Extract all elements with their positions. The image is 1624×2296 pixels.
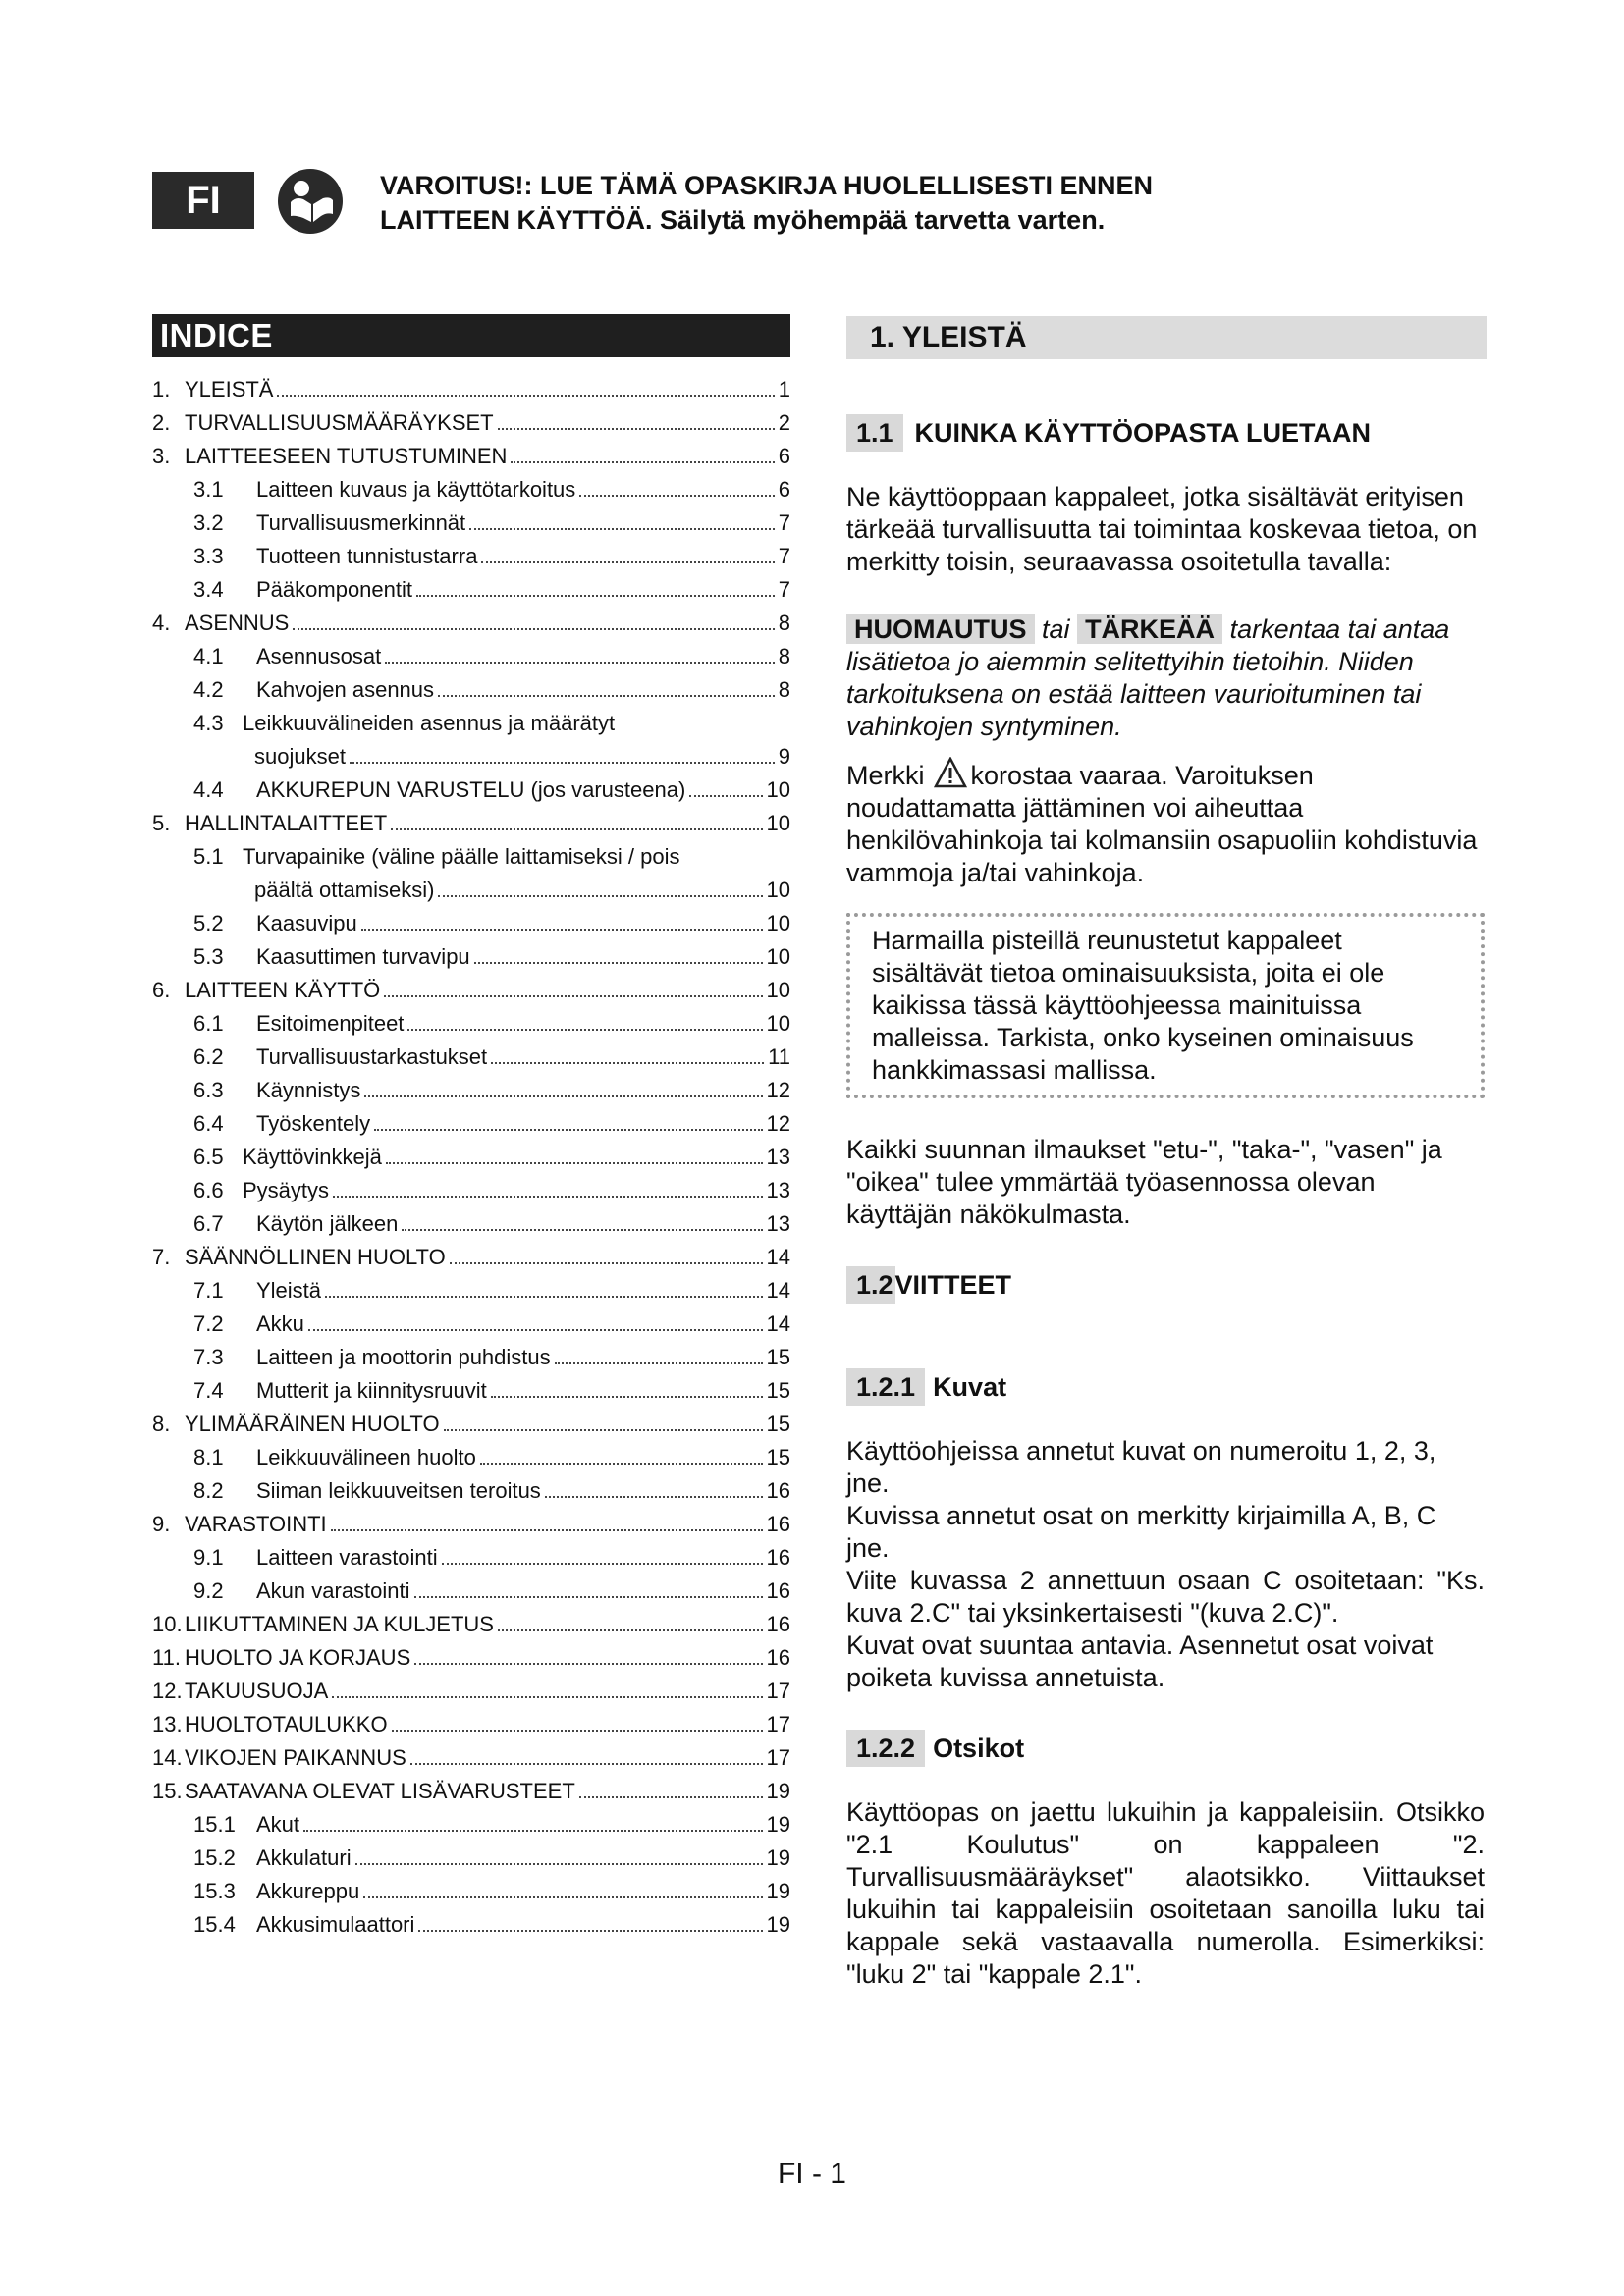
toc-item-label: Kaasuvipu bbox=[256, 911, 357, 935]
toc-leader-dots bbox=[438, 895, 762, 897]
toc-item-page: 10 bbox=[766, 777, 790, 802]
toc-leader-dots bbox=[474, 962, 763, 964]
toc-item-number: 5. bbox=[152, 811, 171, 835]
toc-leader-dots bbox=[361, 929, 763, 931]
toc-item[interactable] bbox=[152, 1007, 790, 1041]
subsection-number: 1.1 bbox=[846, 414, 903, 452]
toc-item-number: 7. bbox=[152, 1245, 171, 1269]
toc-item[interactable] bbox=[152, 1374, 790, 1408]
toc-item-number: 6.6 bbox=[193, 1178, 224, 1202]
toc-item-label: HUOLTOTAULUKKO bbox=[185, 1712, 388, 1736]
toc-item-number: 10. bbox=[152, 1612, 183, 1636]
toc-item-page: 16 bbox=[766, 1512, 790, 1536]
page-number: FI - 1 bbox=[777, 2158, 846, 2190]
toc-item[interactable] bbox=[152, 1608, 790, 1641]
toc-item[interactable] bbox=[152, 640, 790, 673]
toc-item-page: 8 bbox=[778, 677, 790, 702]
toc-item-page: 9 bbox=[778, 744, 790, 769]
toc-item[interactable] bbox=[152, 373, 790, 406]
toc-leader-dots bbox=[689, 795, 762, 797]
subsection-title: KUINKA KÄYTTÖOPASTA LUETAAN bbox=[914, 417, 1372, 448]
direction-paragraph: Kaikki suunnan ilmaukset "etu-", "taka-", "vasen" ja "oikea" tulee ymmärtää työasennossa olevan käyttäjän näkökulmasta. bbox=[846, 1135, 1442, 1229]
toc-item[interactable] bbox=[152, 1508, 790, 1541]
toc-item-page: 10 bbox=[766, 911, 790, 935]
toc-item-number: 15.1 bbox=[193, 1812, 236, 1837]
toc-leader-dots bbox=[416, 595, 775, 597]
toc-item[interactable] bbox=[152, 1074, 790, 1107]
subsection-heading-1-2-1 bbox=[846, 1368, 1485, 1406]
toc-leader-dots bbox=[450, 1262, 763, 1264]
toc-leader-dots bbox=[363, 1896, 762, 1898]
toc-item[interactable] bbox=[152, 1141, 790, 1174]
toc-item-label: Turvallisuusmerkinnät bbox=[256, 510, 466, 535]
toc-item[interactable] bbox=[152, 1341, 790, 1374]
toc-item-page: 6 bbox=[778, 444, 790, 468]
toc-item-number: 4. bbox=[152, 611, 171, 635]
toc-item-label: Pysäytys bbox=[243, 1178, 330, 1202]
toc-leader-dots bbox=[392, 1730, 763, 1732]
toc-leader-dots bbox=[277, 395, 774, 397]
model-specific-note-box bbox=[846, 913, 1485, 1098]
toc-leader-dots bbox=[384, 995, 762, 997]
toc-item-page: 7 bbox=[778, 510, 790, 535]
toc-item-label: LAITTEEN KÄYTTÖ bbox=[185, 978, 381, 1002]
toc-leader-dots bbox=[386, 1162, 763, 1164]
toc-leader-dots bbox=[579, 1796, 763, 1798]
toc-leader-dots bbox=[418, 1930, 762, 1932]
toc-item-number: 14. bbox=[152, 1745, 183, 1770]
toc-item-page: 17 bbox=[766, 1679, 790, 1703]
toc-item-number: 5.3 bbox=[193, 944, 224, 969]
toc-leader-dots bbox=[385, 662, 775, 664]
kuvat-paragraph-1: Käyttöohjeissa annetut kuvat on numeroitu 1, 2, 3, jne. bbox=[846, 1436, 1436, 1498]
kuvat-paragraphs bbox=[846, 1435, 1485, 1694]
toc-item-number: 15.2 bbox=[193, 1845, 236, 1870]
toc-item-number: 4.3 bbox=[193, 711, 224, 735]
toc-list bbox=[152, 373, 790, 1942]
toc-item-label: Siiman leikkuuveitsen teroitus bbox=[256, 1478, 541, 1503]
kuvat-paragraph-4: Kuvat ovat suuntaa antavia. Asennetut osat voivat poiketa kuvissa annetuista. bbox=[846, 1630, 1434, 1692]
toc-item[interactable] bbox=[152, 1207, 790, 1241]
kuvat-paragraph-3: Viite kuvassa 2 annettuun osaan C osoitetaan: "Ks. kuva 2.C" tai yksinkertaisesti "(kuva 2.C)". bbox=[846, 1566, 1485, 1628]
toc-item-number: 4.2 bbox=[193, 677, 224, 702]
model-note-text: Harmailla pisteillä reunustetut kappaleet sisältävät tietoa ominaisuuksista, joita ei ole kaikissa tässä käyttöohjeessa mainituissa malleissa. Tarkista, onko kyseinen ominaisuus hankkimassasi mallissa. bbox=[872, 926, 1414, 1085]
kuvat-paragraph-2: Kuvissa annetut osat on merkitty kirjaimilla A, B, C jne. bbox=[846, 1501, 1436, 1563]
toc-item-number: 3.3 bbox=[193, 544, 224, 568]
toc-item[interactable] bbox=[152, 1675, 790, 1708]
toc-item-page: 8 bbox=[778, 644, 790, 668]
toc-leader-dots bbox=[480, 1463, 763, 1465]
subsection-heading-1-2-2 bbox=[846, 1730, 1485, 1767]
warning-pre: Merkki bbox=[846, 761, 925, 790]
intro-paragraph: Ne käyttöoppaan kappaleet, jotka sisältävät erityisen tärkeää turvallisuutta tai toimintaa koskevaa tietoa, on merkitty toisin, seuraavassa osoitetulla tavalla: bbox=[846, 482, 1478, 576]
toc-item-page: 8 bbox=[778, 611, 790, 635]
toc-item[interactable] bbox=[152, 1775, 790, 1808]
toc-item-page: 12 bbox=[766, 1111, 790, 1136]
toc-leader-dots bbox=[350, 762, 775, 764]
toc-item-number: 13. bbox=[152, 1712, 183, 1736]
toc-item[interactable] bbox=[152, 707, 790, 740]
toc-item-number: 1. bbox=[152, 377, 171, 401]
toc-item-page: 17 bbox=[766, 1745, 790, 1770]
toc-leader-dots bbox=[555, 1362, 763, 1364]
toc-item-page: 19 bbox=[766, 1879, 790, 1903]
toc-item-page: 12 bbox=[766, 1078, 790, 1102]
toc-item-label: Tuotteen tunnistustarra bbox=[256, 544, 478, 568]
toc-item-label: Akkulaturi bbox=[256, 1845, 352, 1870]
subsection-heading-1-1 bbox=[846, 414, 1485, 452]
toc-item-number: 3. bbox=[152, 444, 171, 468]
toc-item-label: VIKOJEN PAIKANNUS bbox=[185, 1745, 406, 1770]
toc-item-page: 19 bbox=[766, 1845, 790, 1870]
toc-item[interactable] bbox=[152, 940, 790, 974]
note-paragraph bbox=[846, 614, 1485, 743]
toc-item-label: SÄÄNNÖLLINEN HUOLTO bbox=[185, 1245, 446, 1269]
language-badge: FI bbox=[152, 172, 254, 229]
toc-item-page: 19 bbox=[766, 1812, 790, 1837]
toc-item[interactable] bbox=[152, 1274, 790, 1308]
toc-item-page: 13 bbox=[766, 1178, 790, 1202]
toc-item[interactable] bbox=[152, 807, 790, 840]
toc-item-number: 7.1 bbox=[193, 1278, 224, 1303]
toc-item-number: 4.1 bbox=[193, 644, 224, 668]
toc-item-number: 15.3 bbox=[193, 1879, 236, 1903]
important-tag: TÄRKEÄÄ bbox=[1077, 614, 1222, 644]
toc-item-label: Leikkuuvälineen huolto bbox=[256, 1445, 476, 1469]
toc-item-page: 15 bbox=[766, 1445, 790, 1469]
subsection-number: 1.2.2 bbox=[846, 1730, 925, 1767]
toc-item[interactable] bbox=[152, 1808, 790, 1842]
toc-leader-dots bbox=[414, 1596, 763, 1598]
toc-item-number: 6.7 bbox=[193, 1211, 224, 1236]
toc-item-label: Kahvojen asennus bbox=[256, 677, 435, 702]
toc-item[interactable] bbox=[152, 1107, 790, 1141]
toc-item-page: 15 bbox=[766, 1345, 790, 1369]
toc-item[interactable] bbox=[152, 907, 790, 940]
toc-item[interactable] bbox=[152, 1041, 790, 1074]
note-tag: HUOMAUTUS bbox=[846, 614, 1035, 644]
toc-item-page: 11 bbox=[768, 1044, 790, 1069]
toc-item-number: 5.2 bbox=[193, 911, 224, 935]
toc-item-number: 6. bbox=[152, 978, 171, 1002]
toc-item[interactable] bbox=[152, 1174, 790, 1207]
toc-item-number: 6.4 bbox=[193, 1111, 224, 1136]
toc-item-label: TURVALLISUUSMÄÄRÄYKSET bbox=[185, 410, 494, 435]
toc-leader-dots bbox=[293, 628, 774, 630]
toc-item-label: HUOLTO JA KORJAUS bbox=[185, 1645, 411, 1670]
note-text-a: tarkentaa bbox=[1229, 614, 1341, 644]
toc-item[interactable] bbox=[152, 1541, 790, 1575]
toc-item-label: Pääkomponentit bbox=[256, 577, 412, 602]
toc-item[interactable] bbox=[152, 607, 790, 640]
warning-post: korostaa vaaraa. Varoituksen noudattamatta jättäminen voi aiheuttaa henkilövahinkoja tai kolmansiin osapuoliin kohdistuvia vammoja ja/tai vahinkoja. bbox=[846, 761, 1478, 887]
toc-item[interactable] bbox=[152, 507, 790, 540]
toc-item-label: Akun varastointi bbox=[256, 1578, 410, 1603]
toc-item-number: 15.4 bbox=[193, 1912, 236, 1937]
toc-item-page: 16 bbox=[766, 1478, 790, 1503]
toc-item[interactable] bbox=[152, 1741, 790, 1775]
toc-leader-dots bbox=[303, 1830, 762, 1832]
toc-item[interactable] bbox=[152, 1575, 790, 1608]
toc-item-page: 10 bbox=[766, 1011, 790, 1036]
toc-item-label: AKKUREPUN VARUSTELU (jos varusteena) bbox=[256, 777, 686, 802]
toc-item[interactable] bbox=[152, 974, 790, 1007]
toc-item-page: 17 bbox=[766, 1712, 790, 1736]
toc-item-number: 12. bbox=[152, 1679, 183, 1703]
toc-item-label: Mutterit ja kiinnitysruuvit bbox=[256, 1378, 487, 1403]
toc-item-number: 2. bbox=[152, 410, 171, 435]
subsection-title: Otsikot bbox=[933, 1733, 1025, 1763]
toc-item-number: 3.4 bbox=[193, 577, 224, 602]
toc-item[interactable] bbox=[152, 840, 790, 874]
toc-item-label: VARASTOINTI bbox=[185, 1512, 327, 1536]
toc-item-label: Laitteen varastointi bbox=[256, 1545, 438, 1570]
toc-title: INDICE bbox=[152, 314, 790, 357]
subsection-heading-1-2 bbox=[846, 1266, 1485, 1304]
toc-leader-dots bbox=[414, 1663, 762, 1665]
toc-item-label-cont: suojukset bbox=[254, 744, 346, 769]
toc-item-number: 6.1 bbox=[193, 1011, 224, 1036]
toc-item[interactable] bbox=[152, 1408, 790, 1441]
toc-item[interactable] bbox=[152, 1908, 790, 1942]
toc-leader-dots bbox=[442, 1563, 763, 1565]
toc-item-page: 19 bbox=[766, 1912, 790, 1937]
toc-item-page: 14 bbox=[766, 1278, 790, 1303]
subsection-number: 1.2 bbox=[846, 1266, 895, 1304]
warning-triangle-icon bbox=[934, 757, 967, 788]
toc-leader-dots bbox=[498, 1629, 763, 1631]
toc-item-label: Esitoimenpiteet bbox=[256, 1011, 405, 1036]
toc-item-number: 8.1 bbox=[193, 1445, 224, 1469]
toc-item-page: 7 bbox=[778, 544, 790, 568]
toc-item-number: 9.2 bbox=[193, 1578, 224, 1603]
toc-item-number: 8.2 bbox=[193, 1478, 224, 1503]
toc-leader-dots bbox=[491, 1062, 764, 1064]
toc-leader-dots bbox=[374, 1129, 762, 1131]
toc-item-number: 7.2 bbox=[193, 1311, 224, 1336]
toc-item-label: Asennusosat bbox=[256, 644, 382, 668]
toc-leader-dots bbox=[391, 828, 762, 830]
toc-item-page: 13 bbox=[766, 1211, 790, 1236]
main-content bbox=[846, 316, 1485, 1991]
toc-leader-dots bbox=[545, 1496, 763, 1498]
toc-item-label: Yleistä bbox=[256, 1278, 322, 1303]
toc-item-label: ASENNUS bbox=[185, 611, 290, 635]
toc-item-number: 3.1 bbox=[193, 477, 224, 502]
toc-item-label: LIIKUTTAMINEN JA KULJETUS bbox=[185, 1612, 494, 1636]
toc-item-label: Käyttövinkkejä bbox=[243, 1145, 382, 1169]
toc-item-page: 7 bbox=[778, 577, 790, 602]
toc-item-number: 6.3 bbox=[193, 1078, 224, 1102]
read-manual-icon bbox=[276, 167, 345, 236]
toc-item-page: 19 bbox=[766, 1779, 790, 1803]
toc-item-page: 14 bbox=[766, 1245, 790, 1269]
toc-item-page: 2 bbox=[778, 410, 790, 435]
toc-item-page: 16 bbox=[766, 1545, 790, 1570]
toc-leader-dots bbox=[410, 1763, 763, 1765]
toc-item-continuation[interactable] bbox=[152, 740, 790, 774]
toc-item[interactable] bbox=[152, 573, 790, 607]
toc-item-label: Käytön jälkeen bbox=[256, 1211, 399, 1236]
toc-item-label: HALLINTALAITTEET bbox=[185, 811, 388, 835]
toc-item-number: 11. bbox=[152, 1645, 181, 1670]
toc-leader-dots bbox=[332, 1696, 762, 1698]
toc-item-page: 16 bbox=[766, 1645, 790, 1670]
toc-item-number: 9. bbox=[152, 1512, 171, 1536]
toc-item-number: 6.2 bbox=[193, 1044, 224, 1069]
toc-leader-dots bbox=[579, 495, 774, 497]
toc-item[interactable] bbox=[152, 1474, 790, 1508]
toc-item-label: TAKUUSUOJA bbox=[185, 1679, 329, 1703]
toc-item[interactable] bbox=[152, 406, 790, 440]
toc-leader-dots bbox=[325, 1296, 762, 1298]
toc-item[interactable] bbox=[152, 1641, 790, 1675]
toc-leader-dots bbox=[364, 1095, 762, 1097]
toc-item[interactable] bbox=[152, 1441, 790, 1474]
toc-item-label: SAATAVANA OLEVAT LISÄVARUSTEET bbox=[185, 1779, 575, 1803]
toc-item-label: YLEISTÄ bbox=[185, 377, 274, 401]
toc-leader-dots bbox=[491, 1396, 763, 1398]
toc-item-label: LAITTEESEEN TUTUSTUMINEN bbox=[185, 444, 508, 468]
toc-item-label-cont: päältä ottamiseksi) bbox=[254, 878, 435, 902]
toc-item-page: 16 bbox=[766, 1612, 790, 1636]
toc-item[interactable] bbox=[152, 673, 790, 707]
toc-item[interactable] bbox=[152, 1708, 790, 1741]
toc-item-label: Turvapainike (väline päälle laittamiseksi / pois bbox=[243, 844, 680, 869]
toc-item[interactable] bbox=[152, 473, 790, 507]
toc-item-number: 5.1 bbox=[193, 844, 224, 869]
toc-leader-dots bbox=[407, 1029, 762, 1031]
subsection-number: 1.2.1 bbox=[846, 1368, 925, 1406]
toc-item-page: 16 bbox=[766, 1578, 790, 1603]
toc-item[interactable] bbox=[152, 440, 790, 473]
toc-item-page: 14 bbox=[766, 1311, 790, 1336]
toc-item-number: 3.2 bbox=[193, 510, 224, 535]
otsikot-paragraph: Käyttöopas on jaettu lukuihin ja kappaleisiin. Otsikko "2.1 Koulutus" on kappaleen "2. Turvallisuusmääräykset" alaotsikko. Viittaukset lukuihin tai kappaleisiin osoitetaan sanoilla luku tai kappale sekä vastaavalla numerolla. Esimerkiksi: "luku 2" tai "kappale 2.1". bbox=[846, 1797, 1485, 1989]
toc-item-page: 1 bbox=[778, 377, 790, 401]
toc-item-number: 9.1 bbox=[193, 1545, 224, 1570]
toc-leader-dots bbox=[444, 1429, 763, 1431]
subsection-title: VIITTEET bbox=[894, 1269, 1012, 1300]
page-header bbox=[152, 167, 1429, 245]
safety-warning bbox=[380, 169, 1362, 238]
warning-line-1: VAROITUS!: LUE TÄMÄ OPASKIRJA HUOLELLISESTI ENNEN bbox=[380, 171, 1154, 200]
toc-item-number: 8. bbox=[152, 1412, 171, 1436]
toc-item-label: Työskentely bbox=[256, 1111, 371, 1136]
toc-item-label: Akkureppu bbox=[256, 1879, 360, 1903]
toc-leader-dots bbox=[481, 561, 774, 563]
toc-item-label: Käynnistys bbox=[256, 1078, 361, 1102]
toc-item[interactable] bbox=[152, 1241, 790, 1274]
toc-item-label: Leikkuuvälineiden asennus ja määrätyt bbox=[243, 711, 616, 735]
table-of-contents bbox=[152, 314, 790, 1942]
toc-leader-dots bbox=[308, 1329, 763, 1331]
toc-leader-dots bbox=[355, 1863, 763, 1865]
toc-leader-dots bbox=[469, 528, 775, 530]
toc-item-page: 10 bbox=[766, 978, 790, 1002]
section-title: 1. YLEISTÄ bbox=[846, 316, 1487, 359]
toc-item-label: Laitteen ja moottorin puhdistus bbox=[256, 1345, 551, 1369]
toc-item-number: 7.4 bbox=[193, 1378, 224, 1403]
toc-item-label: Kaasuttimen turvavipu bbox=[256, 944, 470, 969]
note-text-b: tai antaa lisätietoa jo aiemmin selitettyihin tietoihin. Niiden tarkoituksena on estää laitteen vaurioituminen tai vahinkojen syntyminen. bbox=[846, 614, 1450, 741]
warning-paragraph bbox=[846, 757, 1485, 889]
toc-item-page: 15 bbox=[766, 1412, 790, 1436]
toc-item-number: 4.4 bbox=[193, 777, 224, 802]
toc-item-label: Turvallisuustarkastukset bbox=[256, 1044, 488, 1069]
toc-item-page: 10 bbox=[766, 811, 790, 835]
toc-item-number: 7.3 bbox=[193, 1345, 224, 1369]
toc-leader-dots bbox=[438, 695, 775, 697]
subsection-title: Kuvat bbox=[933, 1371, 1007, 1402]
toc-item-continuation[interactable] bbox=[152, 874, 790, 907]
toc-leader-dots bbox=[402, 1229, 762, 1231]
toc-item-label: Laitteen kuvaus ja käyttötarkoitus bbox=[256, 477, 576, 502]
toc-item-label: YLIMÄÄRÄINEN HUOLTO bbox=[185, 1412, 440, 1436]
toc-item[interactable] bbox=[152, 774, 790, 807]
toc-item-page: 6 bbox=[778, 477, 790, 502]
toc-item-page: 13 bbox=[766, 1145, 790, 1169]
toc-item[interactable] bbox=[152, 1875, 790, 1908]
toc-leader-dots bbox=[333, 1196, 762, 1198]
toc-leader-dots bbox=[331, 1529, 763, 1531]
toc-item-number: 15. bbox=[152, 1779, 183, 1803]
note-or: tai bbox=[1042, 614, 1070, 644]
toc-item[interactable] bbox=[152, 540, 790, 573]
toc-item-number: 6.5 bbox=[193, 1145, 224, 1169]
toc-item-page: 15 bbox=[766, 1378, 790, 1403]
toc-item[interactable] bbox=[152, 1842, 790, 1875]
toc-item[interactable] bbox=[152, 1308, 790, 1341]
toc-leader-dots bbox=[511, 461, 774, 463]
warning-line-2: LAITTEEN KÄYTTÖÄ. Säilytä myöhempää tarvetta varten. bbox=[380, 205, 1106, 235]
toc-item-page: 10 bbox=[766, 944, 790, 969]
toc-leader-dots bbox=[498, 428, 775, 430]
toc-item-page: 10 bbox=[766, 878, 790, 902]
toc-item-label: Akku bbox=[256, 1311, 304, 1336]
toc-item-label: Akut bbox=[256, 1812, 300, 1837]
toc-item-label: Akkusimulaattori bbox=[256, 1912, 415, 1937]
